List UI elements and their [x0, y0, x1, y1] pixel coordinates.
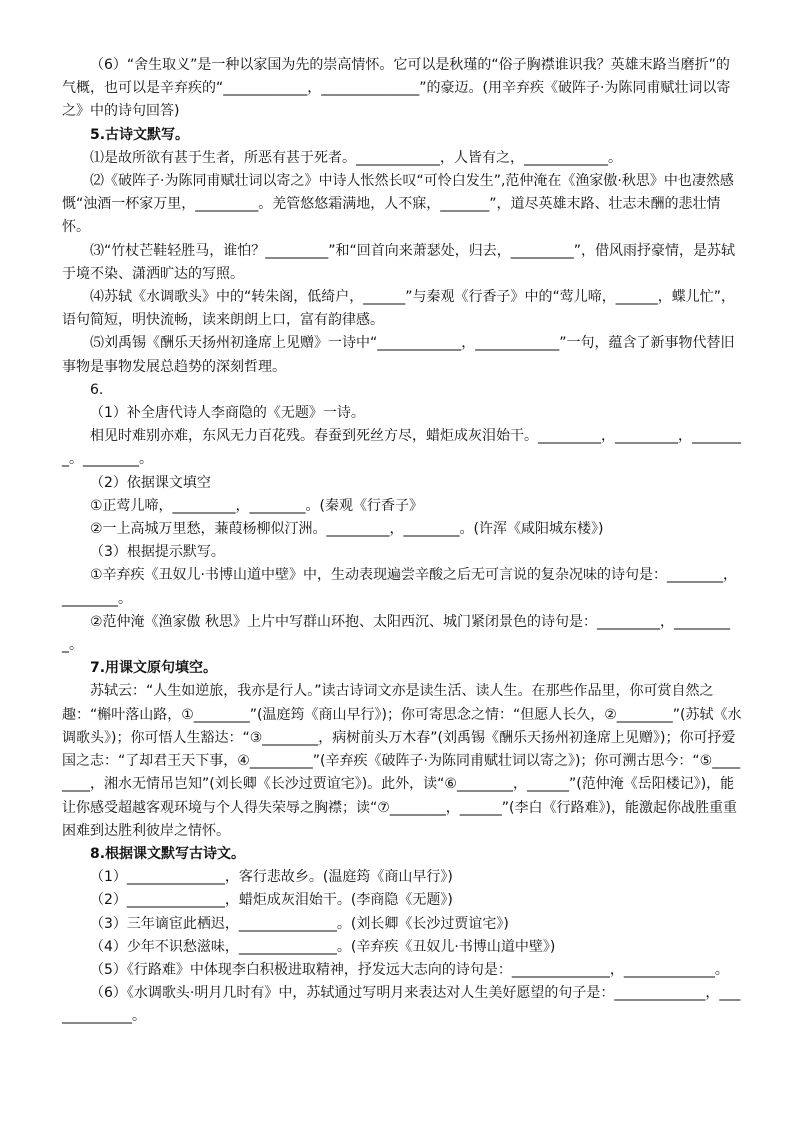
question-8-2: （2）______________，蜡炬成灰泪始干。(李商隐《无题》) — [90, 892, 453, 909]
question-8-3: （3）三年谪宦此栖迟，______________。(刘长卿《长沙过贾谊宅》) — [90, 915, 509, 932]
question-8-4: （4）少年不识愁滋味，______________。(辛弃疾《丑奴儿·书博山道中壁》) — [90, 938, 556, 955]
section-8-title: 8.根据课文默写古诗文。 — [90, 845, 246, 862]
question-8-1: （1）______________，客行悲故乡。(温庭筠《商山早行》) — [90, 869, 453, 886]
question-5-2: ⑵《破阵子·为陈同甫赋壮词以寄之》中诗人怅然长叹“可怜白发生”,范仲淹在《渔家傲·秋思》中也凄然感慨“浊酒一杯家万里，_________。羌管悠悠霜满地，人不寐，_______”，道尽英雄末路、壮志未酬的悲壮情怀。 — [62, 173, 734, 236]
question-5-1: ⑴是故所欲有甚于生者，所恶有甚于死者。____________，人皆有之，____________。 — [90, 149, 622, 166]
question-6-2-a: ①正莺儿啼，_________，________。(秦观《行香子》 — [90, 497, 424, 514]
section-6-title: 6. — [90, 381, 104, 398]
question-5-5: ⑸刘禹锡《酬乐天扬州初逢席上见赠》一诗中“____________，____________”一句，蕴含了新事物代替旧事物是事物发展总趋势的深刻哲理。 — [62, 335, 735, 375]
question-8-5: （5）《行路难》中体现李白积极进取精神，抒发远大志向的诗句是：______________，_____________。 — [90, 961, 729, 978]
question-6-3-a: ①辛弃疾《丑奴儿·书博山道中壁》中，生动表现遍尝辛酸之后无可言说的复杂况味的诗句是：________，________。 — [62, 567, 737, 607]
question-6-3-heading: （3）根据提示默写。 — [90, 544, 225, 561]
question-6-1-body: 相见时难别亦难，东风无力百花残。春蚕到死丝方尽，蜡炬成灰泪始干。_________，_________，________。________。 — [62, 428, 741, 468]
question-7-body: 苏轼云：“人生如逆旅，我亦是行人。”读古诗词文亦是读生活、读人生。在那些作品里，你可赏自然之趣：“槲叶落山路，①________”(温庭筠《商山早行》)；你可寄思念之情：“但愿人长久，②________”(苏轼《水调歌头》)；你可悟人生豁达：“③________，病树前头万木春”(刘禹锡《酬乐天扬州初逢席上见赠》)；你可抒爱国之志：“了却君王天下事，④_________”(辛弃疾《破阵子·为陈同甫赋壮词以寄之》)；你可溯古思今：“⑤________，湘水无情吊岂知”(刘长卿《长沙过贾谊宅》)。此外，读“⑥________，______”(范仲淹《岳阳楼记》)，能让你感受超越客观环境与个人得失荣辱之胸襟；读“⑦________，______”(李白《行路难》)，能激起你战胜重重困难到达胜利彼岸之情怀。 — [62, 683, 742, 839]
question-5-3: ⑶“竹杖芒鞋轻胜马，谁怕？_________”和“回首向来萧瑟处，归去，_________”，借风雨抒豪情，是苏轼于境不染、潇洒旷达的写照。 — [62, 242, 736, 282]
question-6-2-heading: （2）依据课文填空 — [90, 474, 211, 491]
question-6-3-b: ②范仲淹《渔家傲 秋思》上片中写群山环抱、太阳西沉、城门紧闭景色的诗句是：_________，_________。 — [62, 613, 730, 654]
question-8-6: （6）《水调歌头·明月几时有》中，苏轼通过写明月来表达对人生美好愿望的句子是：_____________，_____________。 — [62, 985, 741, 1025]
section-5-title: 5.古诗文默写。 — [90, 126, 190, 143]
worksheet-page — [62, 54, 742, 1029]
section-7-title: 7.用课文原句填空。 — [90, 660, 218, 677]
question-5-4: ⑷苏轼《水调歌头》中的“转朱阁，低绮户，______”与秦观《行香子》中的“莺儿啼，______，蝶儿忙”，语句简短，明快流畅，读来朗朗上口，富有韵律感。 — [62, 289, 736, 329]
question-6-1-heading: （1）补全唐代诗人李商隐的《无题》一诗。 — [90, 405, 365, 422]
question-6-2-b: ②一上高城万里愁，蒹葭杨柳似汀洲。_________，________。(许浑《咸阳城东楼》) — [90, 521, 604, 538]
question-4-6: （6）“舍生取义”是一种以家国为先的崇高情怀。它可以是秋瑾的“俗子胸襟谁识我？英雄末路当磨折”的气概，也可以是辛弃疾的“____________，______________”的豪迈。(用辛弃疾《破阵子·为陈同甫赋壮词以寄之》中的诗句回答) — [62, 57, 731, 120]
